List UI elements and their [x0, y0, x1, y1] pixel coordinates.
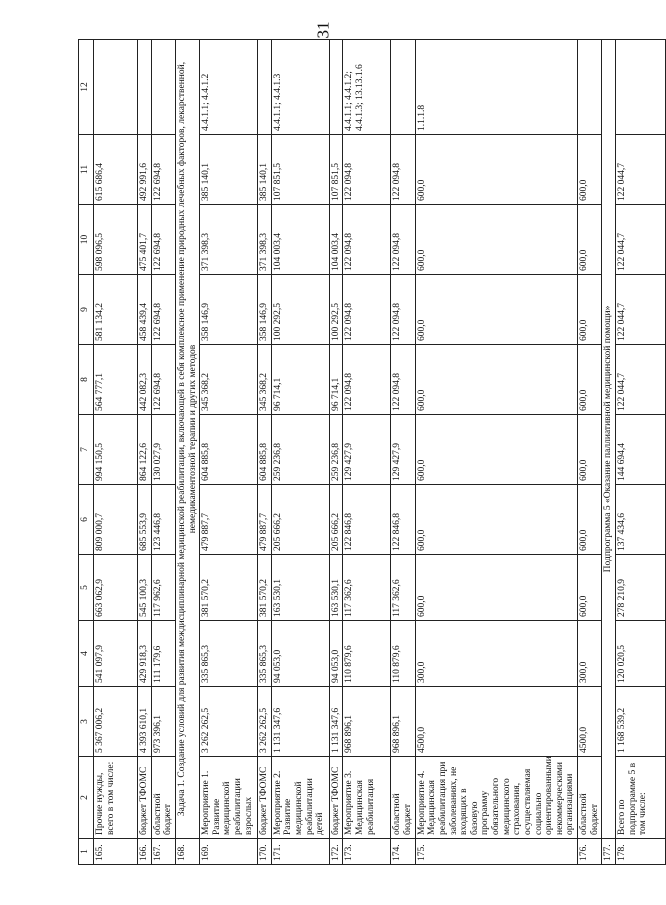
- amount-cell: 122 094,8: [391, 345, 415, 415]
- amount-cell: 3 262 262,5: [200, 687, 258, 757]
- column-number-header: 2: [79, 757, 94, 839]
- amount-cell: 968 896,1: [343, 687, 391, 757]
- column-number-header: 8: [79, 345, 94, 415]
- amount-cell: 130 027,9: [151, 415, 175, 485]
- amount-cell: 615 686,4: [94, 135, 138, 205]
- row-label-cell: Мероприятие 4. Медицинская реабилитация при заболеваниях, не входящих в базовую программу обязательного медицинского страхования, осуществляемая социально ориентированными некоммерческими организациями: [415, 757, 577, 839]
- amount-cell: 4500,0: [578, 687, 602, 757]
- indicator-code-cell: 4.4.1.1; 4.4.1.2; 4.4.1.3; 13.13.1.6: [343, 40, 391, 135]
- row-label-cell: бюджет ТФОМС: [138, 757, 152, 839]
- amount-cell: 122 846,8: [343, 485, 391, 555]
- table-row: [578, 40, 602, 865]
- amount-cell: 137 434,6: [615, 485, 665, 555]
- amount-cell: 122 044,7: [615, 135, 665, 205]
- amount-cell: 104 003,4: [329, 205, 343, 275]
- row-label-cell: Прочие нужды, всего в том числе:: [94, 757, 138, 839]
- amount-cell: 110 879,6: [343, 621, 391, 687]
- column-number-header: 4: [79, 621, 94, 687]
- amount-cell: 429 918,3: [138, 621, 152, 687]
- amount-cell: 122 094,8: [343, 135, 391, 205]
- row-number-cell: 167.: [151, 839, 175, 865]
- table-row: [258, 40, 272, 865]
- amount-cell: 96 714,1: [271, 345, 329, 415]
- amount-cell: 117 962,6: [151, 555, 175, 621]
- amount-cell: 600,0: [578, 205, 602, 275]
- task-heading-row: [602, 40, 616, 865]
- row-number-cell: 170.: [258, 839, 272, 865]
- amount-cell: 442 082,3: [138, 345, 152, 415]
- amount-cell: 600,0: [578, 135, 602, 205]
- amount-cell: 123 446,8: [151, 485, 175, 555]
- amount-cell: 100 292,5: [271, 275, 329, 345]
- row-label-cell: областной бюджет: [391, 757, 415, 839]
- amount-cell: 259 236,8: [271, 415, 329, 485]
- table-row: [271, 40, 329, 865]
- table-row: [615, 40, 665, 865]
- amount-cell: 600,0: [415, 485, 577, 555]
- rotated-table-container: [78, 40, 649, 865]
- column-number-header: 9: [79, 275, 94, 345]
- amount-cell: 600,0: [578, 275, 602, 345]
- amount-cell: 100 292,5: [329, 275, 343, 345]
- amount-cell: 604 885,8: [200, 415, 258, 485]
- amount-cell: 600,0: [578, 345, 602, 415]
- amount-cell: 4500,0: [415, 687, 577, 757]
- amount-cell: 600,0: [415, 555, 577, 621]
- page-number: 31: [313, 21, 332, 39]
- indicator-code-cell: 4.4.1.1; 4.4.1.2: [200, 40, 258, 135]
- amount-cell: 300,0: [578, 621, 602, 687]
- amount-cell: 545 100,3: [138, 555, 152, 621]
- table-row: [138, 40, 152, 865]
- row-label-cell: Мероприятие 1. Развитие медицинской реабилитации взрослых: [200, 757, 258, 839]
- amount-cell: 335 865,3: [258, 621, 272, 687]
- amount-cell: 259 236,8: [329, 415, 343, 485]
- amount-cell: 809 000,7: [94, 485, 138, 555]
- row-label-cell: Мероприятие 3. Медицинская реабилитация: [343, 757, 391, 839]
- amount-cell: 205 666,2: [271, 485, 329, 555]
- column-number-header: 6: [79, 485, 94, 555]
- table-row: [415, 40, 577, 865]
- row-number-cell: 173.: [343, 839, 391, 865]
- amount-cell: 129 427,9: [343, 415, 391, 485]
- task-heading-cell: Задача 1. Создание условий для развития междисциплинарной медицинской реабилитации, включающей в себя комплексное применение природных лечебных факторов, лекарственной, немедикаментозной терапии и других методов: [175, 40, 199, 839]
- table-row: [329, 40, 343, 865]
- amount-cell: 205 666,2: [329, 485, 343, 555]
- amount-cell: 122 694,8: [151, 345, 175, 415]
- amount-cell: 385 140,1: [258, 135, 272, 205]
- indicator-code-cell: [329, 40, 343, 135]
- indicator-code-cell: [94, 40, 138, 135]
- column-number-header: 1: [79, 839, 94, 865]
- indicator-code-cell: 4.4.1.1; 4.4.1.3: [271, 40, 329, 135]
- amount-cell: 541 097,9: [94, 621, 138, 687]
- row-number-cell: 178.: [615, 839, 665, 865]
- program-funding-table: [78, 39, 666, 865]
- column-number-header: 7: [79, 415, 94, 485]
- table-row: [343, 40, 391, 865]
- indicator-code-cell: [151, 40, 175, 135]
- row-number-cell: 169.: [200, 839, 258, 865]
- amount-cell: 381 570,2: [200, 555, 258, 621]
- amount-cell: 371 398,3: [258, 205, 272, 275]
- amount-cell: 163 530,1: [329, 555, 343, 621]
- amount-cell: 94 053,0: [271, 621, 329, 687]
- amount-cell: 600,0: [415, 275, 577, 345]
- amount-cell: 117 362,6: [391, 555, 415, 621]
- amount-cell: 96 714,1: [329, 345, 343, 415]
- amount-cell: 381 570,2: [258, 555, 272, 621]
- amount-cell: 122 044,7: [615, 205, 665, 275]
- table-row: [391, 40, 415, 865]
- amount-cell: 1 168 539,2: [615, 687, 665, 757]
- amount-cell: 122 694,8: [151, 205, 175, 275]
- table-row: [200, 40, 258, 865]
- amount-cell: 973 396,1: [151, 687, 175, 757]
- amount-cell: 120 020,5: [615, 621, 665, 687]
- amount-cell: 458 439,4: [138, 275, 152, 345]
- amount-cell: 3 262 262,5: [258, 687, 272, 757]
- indicator-code-cell: [391, 40, 415, 135]
- amount-cell: 110 879,6: [391, 621, 415, 687]
- amount-cell: 122 044,7: [615, 275, 665, 345]
- amount-cell: 600,0: [415, 415, 577, 485]
- row-number-cell: 175.: [415, 839, 577, 865]
- amount-cell: 492 991,6: [138, 135, 152, 205]
- column-number-header: 5: [79, 555, 94, 621]
- amount-cell: 479 887,7: [258, 485, 272, 555]
- amount-cell: 122 044,7: [615, 345, 665, 415]
- amount-cell: 122 094,8: [391, 275, 415, 345]
- table-row: [151, 40, 175, 865]
- amount-cell: 107 851,5: [329, 135, 343, 205]
- row-number-cell: 171.: [271, 839, 329, 865]
- column-number-row: [79, 40, 94, 865]
- amount-cell: 107 851,5: [271, 135, 329, 205]
- amount-cell: 1 131 347,6: [329, 687, 343, 757]
- column-number-header: 11: [79, 135, 94, 205]
- amount-cell: 358 146,9: [258, 275, 272, 345]
- row-label-cell: бюджет ТФОМС: [329, 757, 343, 839]
- amount-cell: 144 694,4: [615, 415, 665, 485]
- row-number-cell: 176.: [578, 839, 602, 865]
- row-number-cell: 177.: [602, 839, 616, 865]
- amount-cell: 385 140,1: [200, 135, 258, 205]
- row-label-cell: Всего по подпрограмме 5 в том числе:: [615, 757, 665, 839]
- amount-cell: 864 122,6: [138, 415, 152, 485]
- amount-cell: 111 179,6: [151, 621, 175, 687]
- amount-cell: 475 401,7: [138, 205, 152, 275]
- amount-cell: 335 865,3: [200, 621, 258, 687]
- task-heading-cell: Подпрограмма 5 «Оказание паллиативной медицинской помощи»: [602, 40, 616, 839]
- column-number-header: 12: [79, 40, 94, 135]
- amount-cell: 122 694,8: [151, 275, 175, 345]
- row-number-cell: 166.: [138, 839, 152, 865]
- amount-cell: 345 368,2: [258, 345, 272, 415]
- amount-cell: 600,0: [415, 135, 577, 205]
- row-number-cell: 172.: [329, 839, 343, 865]
- amount-cell: 5 367 006,2: [94, 687, 138, 757]
- amount-cell: 564 777,1: [94, 345, 138, 415]
- amount-cell: 278 210,9: [615, 555, 665, 621]
- row-label-cell: Мероприятие 2. Развитие медицинской реабилитации детей: [271, 757, 329, 839]
- row-number-cell: 174.: [391, 839, 415, 865]
- amount-cell: 122 094,8: [391, 205, 415, 275]
- amount-cell: 122 846,8: [391, 485, 415, 555]
- amount-cell: 122 094,8: [343, 275, 391, 345]
- row-number-cell: 168.: [175, 839, 199, 865]
- indicator-code-cell: 1.1.1.8: [415, 40, 577, 135]
- amount-cell: 663 062,9: [94, 555, 138, 621]
- amount-cell: 371 398,3: [200, 205, 258, 275]
- amount-cell: 122 694,8: [151, 135, 175, 205]
- row-label-cell: бюджет ТФОМС: [258, 757, 272, 839]
- indicator-code-cell: [615, 40, 665, 135]
- amount-cell: 600,0: [578, 555, 602, 621]
- amount-cell: 122 094,8: [391, 135, 415, 205]
- row-label-cell: областной бюджет: [578, 757, 602, 839]
- amount-cell: 600,0: [578, 415, 602, 485]
- amount-cell: 122 094,8: [343, 205, 391, 275]
- amount-cell: 117 362,6: [343, 555, 391, 621]
- amount-cell: 163 530,1: [271, 555, 329, 621]
- indicator-code-cell: [258, 40, 272, 135]
- amount-cell: 604 885,8: [258, 415, 272, 485]
- amount-cell: 122 094,8: [343, 345, 391, 415]
- table-body: [94, 40, 666, 865]
- table-row: [94, 40, 138, 865]
- amount-cell: 129 427,9: [391, 415, 415, 485]
- column-number-header: 10: [79, 205, 94, 275]
- amount-cell: 968 896,1: [391, 687, 415, 757]
- amount-cell: 345 368,2: [200, 345, 258, 415]
- amount-cell: 685 553,9: [138, 485, 152, 555]
- amount-cell: 479 887,7: [200, 485, 258, 555]
- task-heading-row: [175, 40, 199, 865]
- amount-cell: 104 003,4: [271, 205, 329, 275]
- row-number-cell: 165.: [94, 839, 138, 865]
- row-label-cell: областной бюджет: [151, 757, 175, 839]
- indicator-code-cell: [578, 40, 602, 135]
- amount-cell: 994 150,5: [94, 415, 138, 485]
- amount-cell: 600,0: [415, 345, 577, 415]
- amount-cell: 600,0: [415, 205, 577, 275]
- column-number-header: 3: [79, 687, 94, 757]
- amount-cell: 600,0: [578, 485, 602, 555]
- amount-cell: 1 131 347,6: [271, 687, 329, 757]
- amount-cell: 598 096,5: [94, 205, 138, 275]
- amount-cell: 94 053,0: [329, 621, 343, 687]
- indicator-code-cell: [138, 40, 152, 135]
- amount-cell: 581 134,2: [94, 275, 138, 345]
- amount-cell: 4 393 610,1: [138, 687, 152, 757]
- amount-cell: 358 146,9: [200, 275, 258, 345]
- amount-cell: 300,0: [415, 621, 577, 687]
